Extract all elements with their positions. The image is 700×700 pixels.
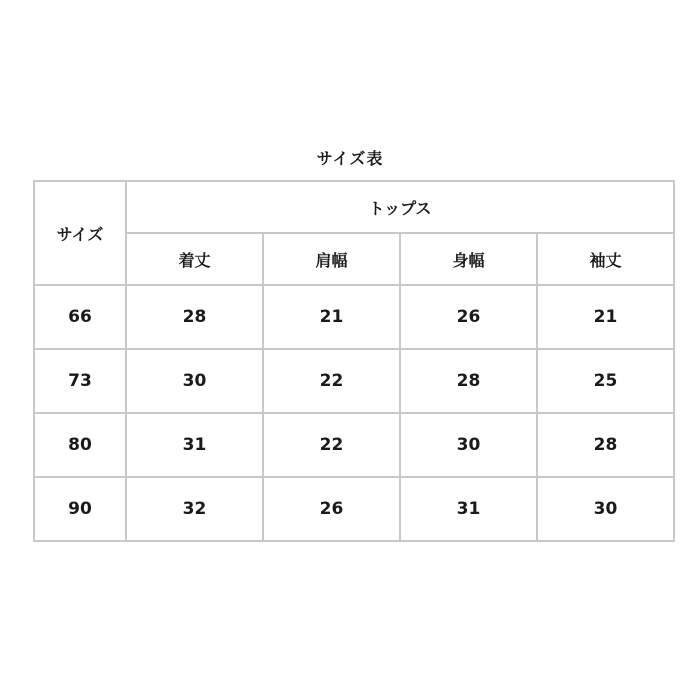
value-cell: 25 (537, 349, 674, 413)
value-cell: 30 (537, 477, 674, 541)
value-cell: 22 (263, 349, 400, 413)
table-subheader-row (34, 233, 674, 285)
column-header-chest: 身幅 (400, 233, 537, 285)
table-row (34, 349, 674, 413)
tops-group-header: トップス (126, 181, 674, 233)
value-cell: 30 (400, 413, 537, 477)
size-column-header: サイズ (34, 181, 126, 285)
value-cell: 22 (263, 413, 400, 477)
table-row (34, 413, 674, 477)
table-header-row (34, 181, 674, 233)
value-cell: 31 (126, 413, 263, 477)
value-cell: 28 (126, 285, 263, 349)
size-chart-table (33, 180, 675, 542)
value-cell: 21 (263, 285, 400, 349)
size-cell: 80 (34, 413, 126, 477)
value-cell: 28 (400, 349, 537, 413)
value-cell: 26 (400, 285, 537, 349)
size-cell: 73 (34, 349, 126, 413)
value-cell: 28 (537, 413, 674, 477)
size-cell: 90 (34, 477, 126, 541)
value-cell: 26 (263, 477, 400, 541)
value-cell: 32 (126, 477, 263, 541)
table-row (34, 477, 674, 541)
value-cell: 31 (400, 477, 537, 541)
table-row (34, 285, 674, 349)
column-header-shoulder: 肩幅 (263, 233, 400, 285)
column-header-sleeve: 袖丈 (537, 233, 674, 285)
size-cell: 66 (34, 285, 126, 349)
value-cell: 30 (126, 349, 263, 413)
value-cell: 21 (537, 285, 674, 349)
column-header-length: 着丈 (126, 233, 263, 285)
page-title: サイズ表 (316, 149, 384, 168)
